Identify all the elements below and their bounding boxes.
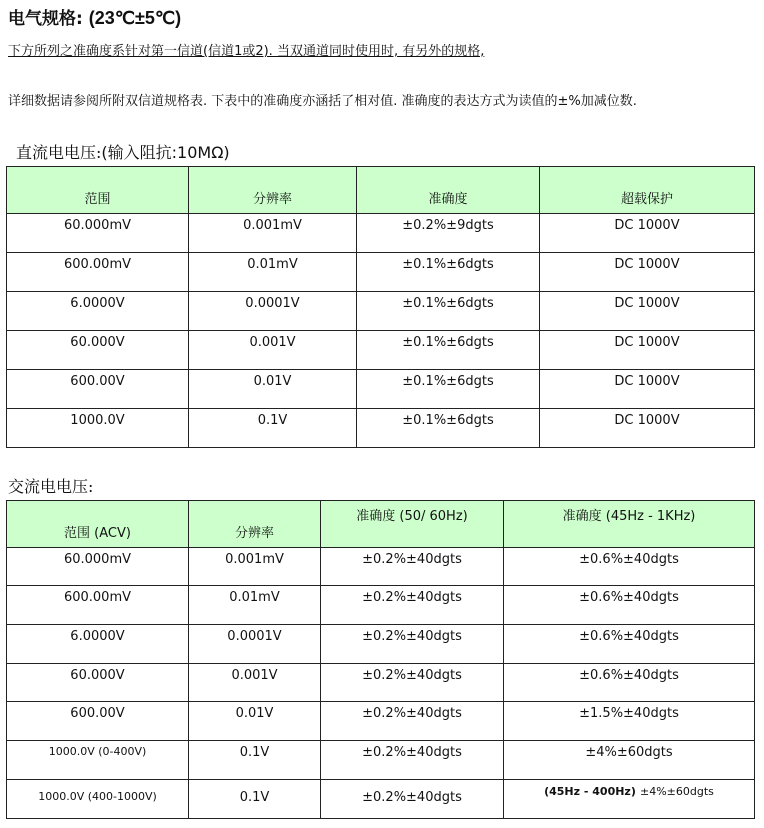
header-accuracy-45hz-1khz: 准确度 (45Hz - 1KHz) <box>504 501 755 548</box>
table-row <box>7 702 755 741</box>
cell-accuracy-50-60: ±0.2%±40dgts <box>321 702 504 741</box>
cell-resolution: 0.01mV <box>189 253 357 292</box>
cell-accuracy-45-1k: ±4%±60dgts <box>504 741 755 780</box>
ac-heading <box>8 474 93 497</box>
cell-range: 600.00mV <box>7 253 189 292</box>
cell-resolution: 0.0001V <box>189 292 357 331</box>
header-accuracy-50-60hz: 准确度 (50/ 60Hz) <box>321 501 504 548</box>
cell-range: 1000.0V (0-400V) <box>7 741 189 780</box>
table-row <box>7 586 755 625</box>
table-row <box>7 548 755 586</box>
cell-accuracy-50-60: ±0.2%±40dgts <box>321 741 504 780</box>
table-row <box>7 664 755 702</box>
cell-overload: DC 1000V <box>540 331 755 370</box>
table-row <box>7 292 755 331</box>
cell-range: 60.000V <box>7 664 189 702</box>
table-header-row <box>7 167 755 214</box>
cell-range: 60.000V <box>7 331 189 370</box>
cell-resolution: 0.001V <box>189 664 321 702</box>
dc-heading-label: 直流电电压: <box>16 143 102 162</box>
note-line-2: 详细数据请参阅所附双信道规格表. 下表中的准确度亦涵括了相对值. 准确度的表达方式为读值的±%加减位数. <box>8 94 637 109</box>
table-row <box>7 741 755 780</box>
cell-accuracy-50-60: ±0.2%±40dgts <box>321 664 504 702</box>
cell-resolution: 0.1V <box>189 409 357 448</box>
header-range: 范围 (ACV) <box>7 501 189 548</box>
cell-range: 6.0000V <box>7 625 189 664</box>
cell-range: 600.00mV <box>7 586 189 625</box>
page-title <box>8 4 181 29</box>
dc-heading-sub: (输入阻抗:10MΩ) <box>101 143 230 162</box>
header-resolution: 分辨率 <box>189 167 357 214</box>
table-row <box>7 370 755 409</box>
cell-accuracy: ±0.1%±6dgts <box>357 370 540 409</box>
cell-accuracy-50-60: ±0.2%±40dgts <box>321 780 504 819</box>
header-range: 范围 <box>7 167 189 214</box>
cell-accuracy-45-1k: ±0.6%±40dgts <box>504 625 755 664</box>
title-label: 电气规格: <box>8 9 83 29</box>
cell-resolution: 0.1V <box>189 741 321 780</box>
cell-accuracy: ±0.2%±9dgts <box>357 214 540 253</box>
cell-overload: DC 1000V <box>540 292 755 331</box>
dc-heading <box>16 140 230 163</box>
cell-overload: DC 1000V <box>540 409 755 448</box>
table-row <box>7 331 755 370</box>
cell-accuracy-50-60: ±0.2%±40dgts <box>321 548 504 586</box>
cell-overload: DC 1000V <box>540 253 755 292</box>
cell-range: 600.00V <box>7 370 189 409</box>
freq-range-accuracy: ±4%±60dgts <box>640 785 714 798</box>
cell-accuracy: ±0.1%±6dgts <box>357 409 540 448</box>
cell-range: 60.000mV <box>7 548 189 586</box>
cell-overload: DC 1000V <box>540 370 755 409</box>
freq-range-note: (45Hz - 400Hz) <box>544 785 636 798</box>
cell-resolution: 0.0001V <box>189 625 321 664</box>
cell-range: 6.0000V <box>7 292 189 331</box>
cell-accuracy: ±0.1%±6dgts <box>357 331 540 370</box>
cell-resolution: 0.001mV <box>189 214 357 253</box>
note-line-1: 下方所列之准确度系针对第一信道(信道1或2). 当双通道同时使用时, 有另外的规格, <box>8 44 485 59</box>
cell-accuracy: ±0.1%±6dgts <box>357 253 540 292</box>
cell-accuracy-45-1k: ±0.6%±40dgts <box>504 548 755 586</box>
ac-voltage-table <box>6 500 755 819</box>
title-spec: (23℃±5℃) <box>88 8 182 28</box>
cell-resolution: 0.1V <box>189 780 321 819</box>
table-header-row <box>7 501 755 548</box>
cell-range: 1000.0V (400-1000V) <box>7 780 189 819</box>
cell-accuracy-50-60: ±0.2%±40dgts <box>321 625 504 664</box>
cell-accuracy-45-1k <box>504 780 755 819</box>
header-accuracy: 准确度 <box>357 167 540 214</box>
header-overload: 超载保护 <box>540 167 755 214</box>
cell-accuracy-45-1k: ±0.6%±40dgts <box>504 664 755 702</box>
table-row <box>7 625 755 664</box>
cell-accuracy-45-1k: ±1.5%±40dgts <box>504 702 755 741</box>
cell-range: 60.000mV <box>7 214 189 253</box>
ac-heading-label: 交流电电压: <box>8 477 94 496</box>
cell-overload: DC 1000V <box>540 214 755 253</box>
table-row <box>7 409 755 448</box>
cell-range: 1000.0V <box>7 409 189 448</box>
cell-resolution: 0.01V <box>189 702 321 741</box>
cell-resolution: 0.01mV <box>189 586 321 625</box>
cell-resolution: 0.001mV <box>189 548 321 586</box>
table-row <box>7 214 755 253</box>
header-resolution: 分辨率 <box>189 501 321 548</box>
cell-resolution: 0.001V <box>189 331 357 370</box>
cell-accuracy: ±0.1%±6dgts <box>357 292 540 331</box>
cell-resolution: 0.01V <box>189 370 357 409</box>
table-row <box>7 253 755 292</box>
cell-accuracy-50-60: ±0.2%±40dgts <box>321 586 504 625</box>
dc-voltage-table <box>6 166 755 448</box>
table-row <box>7 780 755 819</box>
cell-accuracy-45-1k: ±0.6%±40dgts <box>504 586 755 625</box>
cell-range: 600.00V <box>7 702 189 741</box>
